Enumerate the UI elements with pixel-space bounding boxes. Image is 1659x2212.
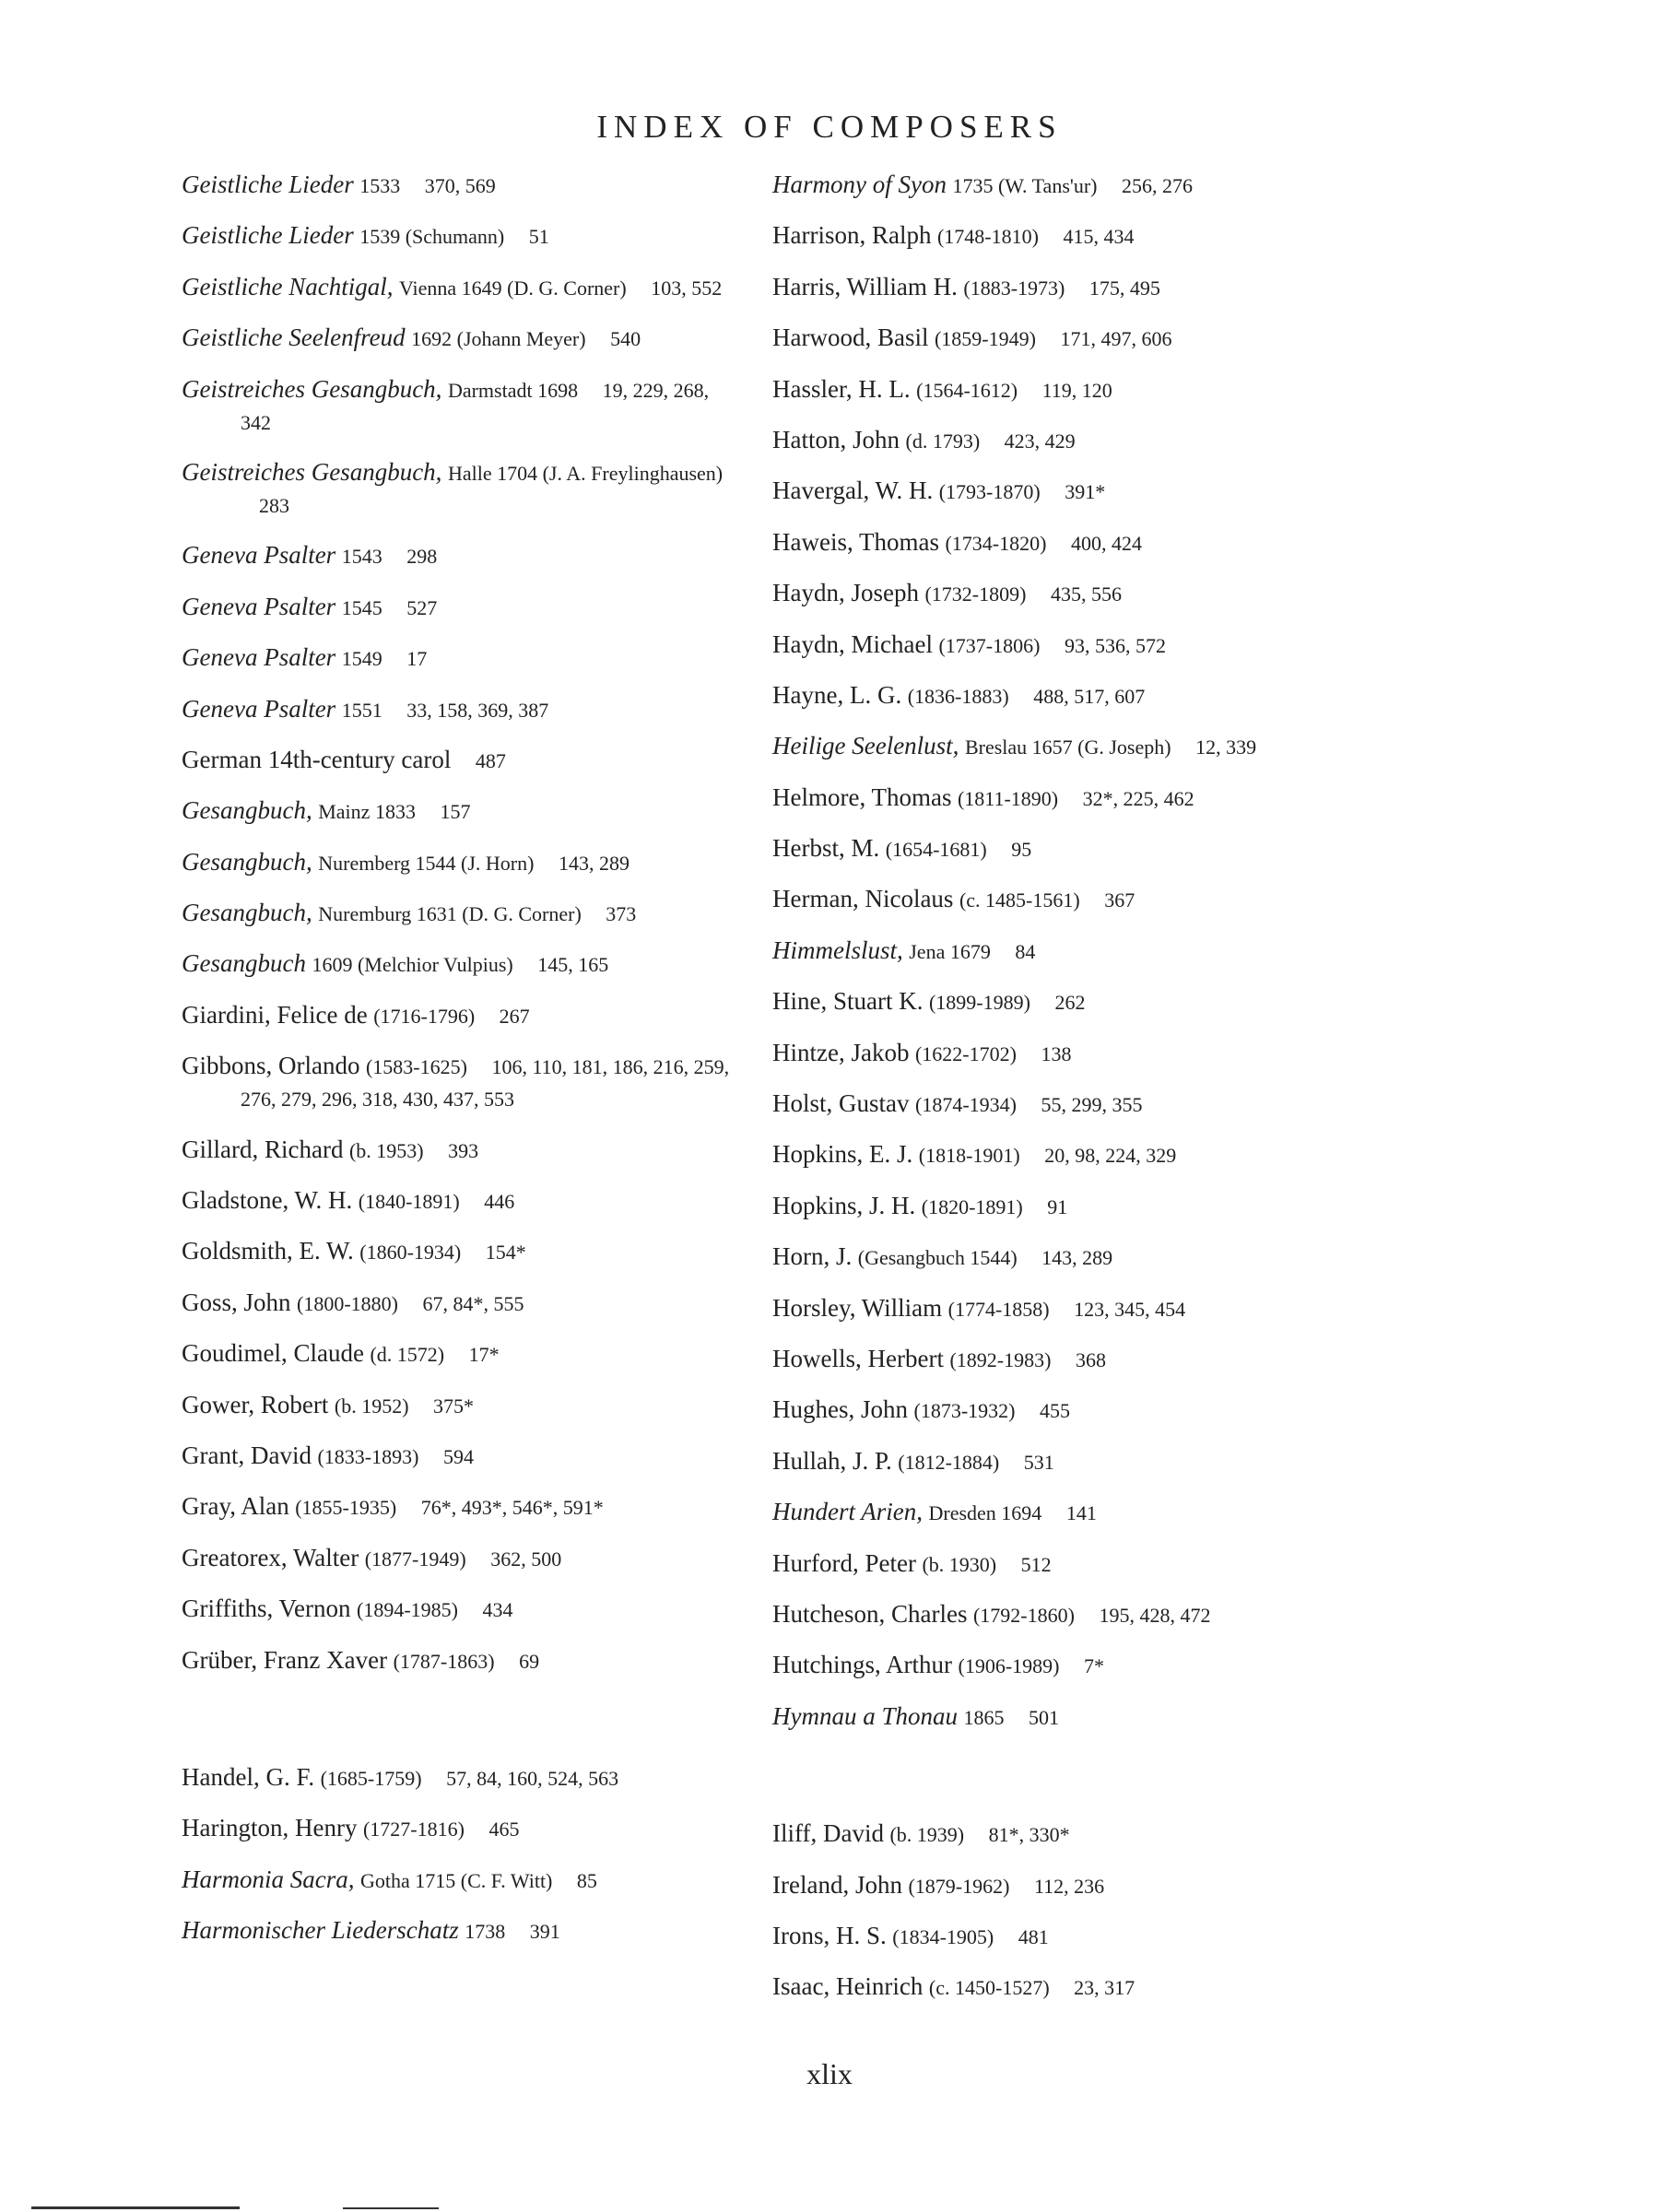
entry-detail: (1836-1883) (907, 684, 1009, 708)
index-entry (182, 591, 744, 624)
group-gap (772, 1751, 1325, 1818)
entry-name: Greatorex, Walter (182, 1543, 359, 1571)
entry-name: Hullah, J. P. (772, 1446, 892, 1475)
index-entry (182, 1389, 744, 1422)
entry-name: Hutchings, Arthur (772, 1651, 952, 1679)
entry-name: Gesangbuch, (182, 796, 312, 825)
entry-detail: 1543 (341, 545, 382, 569)
index-entry (772, 1649, 1325, 1682)
index-entry (182, 1490, 744, 1524)
entry-detail: (1737-1806) (938, 633, 1041, 657)
entry-name: Harington, Henry (182, 1814, 358, 1842)
entry-name: Harrison, Ralph (772, 221, 932, 250)
index-entry (182, 999, 744, 1032)
index-entry (772, 1818, 1325, 1851)
index-entry (772, 1190, 1325, 1223)
entry-pages: 93, 536, 572 (1064, 633, 1166, 657)
entry-name: Herbst, M. (772, 834, 880, 863)
index-entry (772, 1138, 1325, 1171)
entry-pages: 195, 428, 472 (1099, 1603, 1211, 1627)
entry-name: Gesangbuch, (182, 847, 312, 876)
entry-pages: 84 (1015, 939, 1036, 963)
entry-name: Hine, Stuart K. (772, 987, 924, 1016)
entry-pages: 465 (488, 1818, 520, 1841)
page-number: xlix (806, 2057, 853, 2090)
entry-name: Gillard, Richard (182, 1135, 344, 1163)
entry-name: Gladstone, W. H. (182, 1186, 353, 1215)
index-entry (772, 424, 1325, 457)
index-entry (772, 1241, 1325, 1274)
entry-name: Harwood, Basil (772, 324, 929, 352)
entry-detail: 1539 (Schumann) (359, 225, 505, 249)
entry-pages: 23, 317 (1074, 1976, 1135, 2000)
entry-name: Griffiths, Vernon (182, 1594, 351, 1623)
entry-name: Haydn, Michael (772, 629, 933, 658)
entry-pages: 434 (482, 1598, 513, 1622)
index-entry (182, 846, 744, 879)
entry-name: Holst, Gustav (772, 1089, 910, 1118)
entry-pages: 373 (606, 902, 637, 926)
entry-name: Ireland, John (772, 1870, 902, 1899)
entry-name: Harmony of Syon (772, 171, 947, 198)
index-entry (182, 271, 744, 304)
entry-pages: 138 (1041, 1041, 1072, 1065)
entry-name: Hopkins, J. H. (772, 1191, 916, 1219)
entry-name: Hintze, Jakob (772, 1038, 910, 1066)
index-entry (772, 782, 1325, 815)
index-entry (772, 1547, 1325, 1581)
entry-name: Geistliche Seelenfreud (182, 324, 406, 352)
index-entry (182, 1050, 744, 1115)
entry-name: Grüber, Franz Xaver (182, 1645, 388, 1674)
index-entry (772, 1971, 1325, 2004)
entry-detail: (Gesangbuch 1544) (857, 1246, 1018, 1270)
index-entry (182, 1184, 744, 1218)
entry-name: Helmore, Thomas (772, 782, 952, 811)
entry-name: Gesangbuch, (182, 899, 312, 927)
entry-name: Haydn, Joseph (772, 579, 919, 607)
entry-name: Howells, Herbert (772, 1344, 944, 1372)
entry-name: Geneva Psalter (182, 643, 336, 672)
entry-pages: 256, 276 (1122, 174, 1194, 197)
index-column-left (182, 169, 744, 1966)
entry-detail: Darmstadt 1698 (447, 378, 579, 402)
entry-name: Horsley, William (772, 1293, 943, 1322)
entry-name: Geneva Psalter (182, 592, 336, 620)
entry-pages: 435, 556 (1050, 582, 1122, 606)
index-letter-group (182, 169, 744, 1677)
entry-pages: 143, 289 (558, 851, 629, 875)
entry-pages: 391* (1065, 480, 1106, 504)
entry-name: Himmelslust, (772, 935, 903, 964)
index-entry (772, 322, 1325, 355)
index-entry (772, 935, 1325, 968)
index-entry (772, 1394, 1325, 1427)
entry-name: Hassler, H. L. (772, 374, 911, 403)
index-entry (772, 169, 1325, 202)
entry-pages: 481 (1018, 1924, 1049, 1948)
group-gap (182, 1695, 744, 1761)
entry-name: Gibbons, Orlando (182, 1052, 360, 1080)
index-entry (772, 1292, 1325, 1325)
entry-detail: (c. 1485-1561) (959, 888, 1080, 912)
index-entry (182, 641, 744, 675)
entry-pages: 123, 345, 454 (1074, 1297, 1186, 1321)
entry-pages: 487 (475, 748, 506, 772)
index-entry (772, 475, 1325, 508)
entry-pages: 423, 429 (1004, 429, 1076, 453)
entry-name: Geistliche Lieder (182, 171, 354, 198)
entry-detail: (1834-1905) (892, 1924, 994, 1948)
entry-detail: Halle 1704 (J. A. Freylinghausen) (447, 461, 724, 485)
entry-pages: 298 (406, 545, 438, 569)
entry-pages: 19, 229, 268, 342 (241, 378, 710, 434)
index-entry (772, 883, 1325, 916)
entry-name: Geistliche Nachtigal, (182, 272, 394, 300)
index-entry (772, 832, 1325, 865)
entry-pages: 367 (1104, 888, 1135, 912)
entry-name: Gower, Robert (182, 1390, 329, 1418)
entry-detail: 1533 (359, 174, 401, 197)
entry-detail: (1622-1702) (914, 1041, 1017, 1065)
entry-detail: (1716-1796) (373, 1004, 476, 1028)
entry-pages: 145, 165 (537, 953, 609, 977)
entry-detail: (1800-1880) (297, 1291, 399, 1315)
entry-detail: 1735 (W. Tans'ur) (952, 174, 1098, 197)
entry-pages: 501 (1029, 1705, 1059, 1729)
entry-pages: 143, 289 (1041, 1246, 1113, 1270)
entry-pages: 95 (1011, 838, 1032, 862)
entry-name: Hayne, L. G. (772, 680, 902, 709)
index-entry (182, 169, 744, 202)
entry-pages: 154* (485, 1241, 526, 1265)
entry-detail: (1748-1810) (936, 225, 1039, 249)
entry-name: Hughes, John (772, 1395, 908, 1424)
entry-pages: 33, 158, 369, 387 (406, 698, 549, 722)
entry-pages: 262 (1054, 991, 1086, 1015)
entry-pages: 69 (519, 1649, 540, 1673)
index-entry (182, 373, 744, 439)
index-entry (772, 629, 1325, 662)
entry-detail: (1874-1934) (915, 1093, 1017, 1117)
entry-detail: (c. 1450-1527) (928, 1976, 1050, 2000)
entry-detail: 1738 (465, 1920, 506, 1944)
entry-detail: Mainz 1833 (318, 800, 416, 824)
entry-detail: Nuremberg 1544 (J. Horn) (318, 851, 535, 875)
entry-detail: (1892-1983) (949, 1347, 1052, 1371)
index-entry (772, 373, 1325, 406)
entry-detail: (1818-1901) (918, 1144, 1020, 1168)
index-entry (182, 947, 744, 981)
entry-detail: Vienna 1649 (D. G. Corner) (398, 276, 627, 300)
index-letter-group (772, 169, 1325, 1734)
entry-pages: 20, 98, 224, 329 (1044, 1144, 1177, 1168)
entry-name: Hopkins, E. J. (772, 1140, 913, 1169)
entry-name: Goudimel, Claude (182, 1339, 364, 1368)
entry-detail: Breslau 1657 (G. Joseph) (964, 735, 1171, 759)
entry-detail: (1894-1985) (357, 1598, 458, 1622)
entry-pages: 141 (1065, 1501, 1097, 1525)
entry-detail: (1840-1891) (358, 1190, 460, 1214)
entry-pages: 488, 517, 607 (1033, 684, 1146, 708)
entry-pages: 67, 84*, 555 (422, 1291, 524, 1315)
entry-detail: (d. 1572) (370, 1343, 445, 1367)
entry-name: Harmonischer Liederschatz (182, 1916, 459, 1945)
index-entry (182, 456, 744, 522)
index-entry (772, 219, 1325, 253)
index-entry (772, 1496, 1325, 1529)
entry-pages: 157 (440, 800, 471, 824)
entry-name: Goldsmith, E. W. (182, 1237, 354, 1265)
entry-pages: 370, 569 (424, 174, 496, 197)
entry-name: Horn, J. (772, 1242, 853, 1271)
entry-detail: (1860-1934) (359, 1241, 462, 1265)
index-entry (182, 744, 744, 777)
entry-pages: 283 (259, 493, 289, 517)
entry-detail: (d. 1793) (905, 429, 981, 453)
entry-name: Giardini, Felice de (182, 1000, 368, 1029)
index-entry (182, 1864, 744, 1897)
entry-pages: 91 (1047, 1194, 1068, 1218)
entry-pages: 446 (484, 1190, 515, 1214)
footer-rule (31, 2206, 240, 2209)
entry-detail: (1583-1625) (365, 1055, 467, 1079)
index-entry (182, 1134, 744, 1167)
page-title: INDEX OF COMPOSERS (596, 109, 1063, 145)
entry-detail: (1873-1932) (913, 1399, 1016, 1423)
index-entry (182, 1235, 744, 1268)
index-entry (772, 1037, 1325, 1070)
index-entry (772, 730, 1325, 763)
index-entry (182, 693, 744, 726)
entry-pages: 540 (610, 327, 641, 351)
entry-detail: (1879-1962) (908, 1874, 1010, 1898)
index-entry (772, 1700, 1325, 1734)
entry-pages: 455 (1039, 1399, 1070, 1423)
entry-pages: 76*, 493*, 546*, 591* (420, 1496, 604, 1520)
entry-detail: (1774-1858) (947, 1297, 1050, 1321)
entry-name: Geistreiches Gesangbuch, (182, 457, 442, 486)
index-entry (182, 539, 744, 572)
entry-name: Grant, David (182, 1441, 312, 1469)
index-entry (772, 1869, 1325, 1902)
index-entry (182, 1337, 744, 1371)
entry-pages: 415, 434 (1063, 225, 1135, 249)
entry-name: Heilige Seelenlust, (772, 732, 959, 760)
entry-pages: 81*, 330* (988, 1823, 1070, 1847)
entry-name: Harris, William H. (772, 272, 958, 300)
entry-detail: Nuremburg 1631 (D. G. Corner) (318, 902, 582, 926)
entry-name: Gray, Alan (182, 1492, 289, 1521)
index-entry (182, 1812, 744, 1845)
entry-detail: (1899-1989) (928, 991, 1030, 1015)
entry-pages: 400, 424 (1070, 531, 1142, 555)
entry-detail: (1833-1893) (317, 1444, 419, 1468)
entry-pages: 171, 497, 606 (1060, 327, 1172, 351)
entry-detail: Jena 1679 (909, 939, 991, 963)
entry-detail: (1787-1863) (393, 1649, 495, 1673)
entry-detail: (1732-1809) (924, 582, 1027, 606)
index-column-right (772, 169, 1325, 2022)
entry-name: German 14th-century carol (182, 745, 452, 773)
entry-name: Hundert Arien, (772, 1498, 923, 1526)
entry-name: Harmonia Sacra, (182, 1865, 355, 1893)
entry-detail: (1883-1973) (963, 276, 1065, 300)
entry-detail: Gotha 1715 (C. F. Witt) (360, 1868, 553, 1892)
entry-pages: 55, 299, 355 (1041, 1093, 1143, 1117)
entry-pages: 17 (406, 647, 428, 671)
entry-pages: 175, 495 (1088, 276, 1160, 300)
entry-pages: 391 (529, 1920, 560, 1944)
entry-pages: 531 (1023, 1450, 1054, 1474)
entry-pages: 51 (528, 225, 549, 249)
entry-detail: (1793-1870) (938, 480, 1041, 504)
entry-pages: 393 (448, 1138, 479, 1162)
index-entry (182, 1542, 744, 1575)
entry-name: Irons, H. S. (772, 1921, 887, 1949)
entry-detail: 1609 (Melchior Vulpius) (312, 953, 513, 977)
entry-name: Iliff, David (772, 1819, 884, 1848)
index-entry (772, 985, 1325, 1018)
entry-pages: 7* (1083, 1654, 1104, 1678)
index-entry (772, 526, 1325, 559)
index-letter-group (772, 1818, 1325, 2004)
entry-pages: 112, 236 (1033, 1874, 1105, 1898)
entry-detail: (1820-1891) (921, 1194, 1023, 1218)
entry-detail: (1654-1681) (885, 838, 987, 862)
entry-name: Haweis, Thomas (772, 527, 939, 556)
entry-pages: 512 (1020, 1552, 1052, 1576)
index-entry (182, 1761, 744, 1794)
index-entry (772, 271, 1325, 304)
index-entry (772, 1445, 1325, 1478)
index-entry (772, 679, 1325, 712)
footer-rule-short (343, 2207, 439, 2209)
index-entry (772, 1598, 1325, 1631)
entry-detail: (1564-1612) (916, 378, 1018, 402)
index-entry (182, 1287, 744, 1320)
entry-detail: (b. 1939) (889, 1823, 965, 1847)
index-entry (182, 219, 744, 253)
entry-pages: 57, 84, 160, 524, 563 (446, 1766, 619, 1790)
entry-pages: 375* (433, 1394, 475, 1418)
entry-name: Gesangbuch (182, 949, 306, 978)
entry-detail: (1685-1759) (320, 1766, 422, 1790)
entry-name: Hurford, Peter (772, 1548, 916, 1577)
index-entry (182, 1644, 744, 1677)
entry-name: Geistliche Lieder (182, 221, 354, 250)
index-entry (772, 1088, 1325, 1121)
entry-pages: 527 (406, 595, 438, 619)
index-entry (772, 1920, 1325, 1953)
entry-pages: 85 (576, 1868, 597, 1892)
index-entry (182, 322, 744, 355)
entry-detail: (b. 1953) (348, 1138, 424, 1162)
entry-pages: 106, 110, 181, 186, 216, 259, 276, 279, 296, 318, 430, 437, 553 (241, 1055, 730, 1112)
index-entry (182, 1440, 744, 1473)
entry-detail: (1859-1949) (934, 327, 1036, 351)
entry-detail: (1906-1989) (958, 1654, 1060, 1678)
index-entry (182, 1593, 744, 1626)
entry-pages: 267 (499, 1004, 530, 1028)
entry-name: Geistreiches Gesangbuch, (182, 374, 442, 403)
entry-detail: (1855-1935) (295, 1496, 397, 1520)
entry-pages: 368 (1075, 1347, 1106, 1371)
index-letter-group (182, 1761, 744, 1947)
entry-pages: 362, 500 (490, 1547, 562, 1571)
entry-pages: 594 (442, 1444, 474, 1468)
entry-detail: (b. 1930) (922, 1552, 997, 1576)
entry-name: Goss, John (182, 1288, 291, 1316)
entry-detail: 1549 (341, 647, 382, 671)
entry-detail: 1545 (341, 595, 382, 619)
entry-name: Hymnau a Thonau (772, 1701, 958, 1730)
entry-detail: 1551 (341, 698, 382, 722)
entry-pages: 103, 552 (651, 276, 723, 300)
entry-detail: (1734-1820) (945, 531, 1047, 555)
entry-name: Geneva Psalter (182, 694, 336, 723)
entry-detail: (1812-1884) (898, 1450, 1000, 1474)
entry-pages: 32*, 225, 462 (1082, 786, 1194, 810)
entry-pages: 12, 339 (1195, 735, 1257, 759)
index-entry (772, 1343, 1325, 1376)
entry-detail: (1792-1860) (972, 1603, 1075, 1627)
entry-name: Hutcheson, Charles (772, 1599, 968, 1628)
index-entry (182, 794, 744, 828)
index-entry (772, 577, 1325, 610)
entry-pages: 119, 120 (1041, 378, 1112, 402)
entry-detail: 1692 (Johann Meyer) (411, 327, 586, 351)
entry-name: Geneva Psalter (182, 541, 336, 570)
index-entry (182, 897, 744, 930)
entry-detail: (b. 1952) (334, 1394, 409, 1418)
entry-detail: (1877-1949) (364, 1547, 466, 1571)
entry-detail: Dresden 1694 (928, 1501, 1042, 1525)
entry-name: Havergal, W. H. (772, 477, 934, 505)
entry-detail: (1727-1816) (362, 1818, 465, 1841)
entry-detail: 1865 (963, 1705, 1005, 1729)
entry-name: Isaac, Heinrich (772, 1972, 924, 2001)
entry-detail: (1811-1890) (957, 786, 1059, 810)
entry-name: Handel, G. F. (182, 1762, 315, 1791)
entry-name: Hatton, John (772, 425, 900, 453)
entry-pages: 17* (468, 1343, 500, 1367)
index-entry (182, 1914, 744, 1947)
entry-name: Herman, Nicolaus (772, 885, 954, 913)
